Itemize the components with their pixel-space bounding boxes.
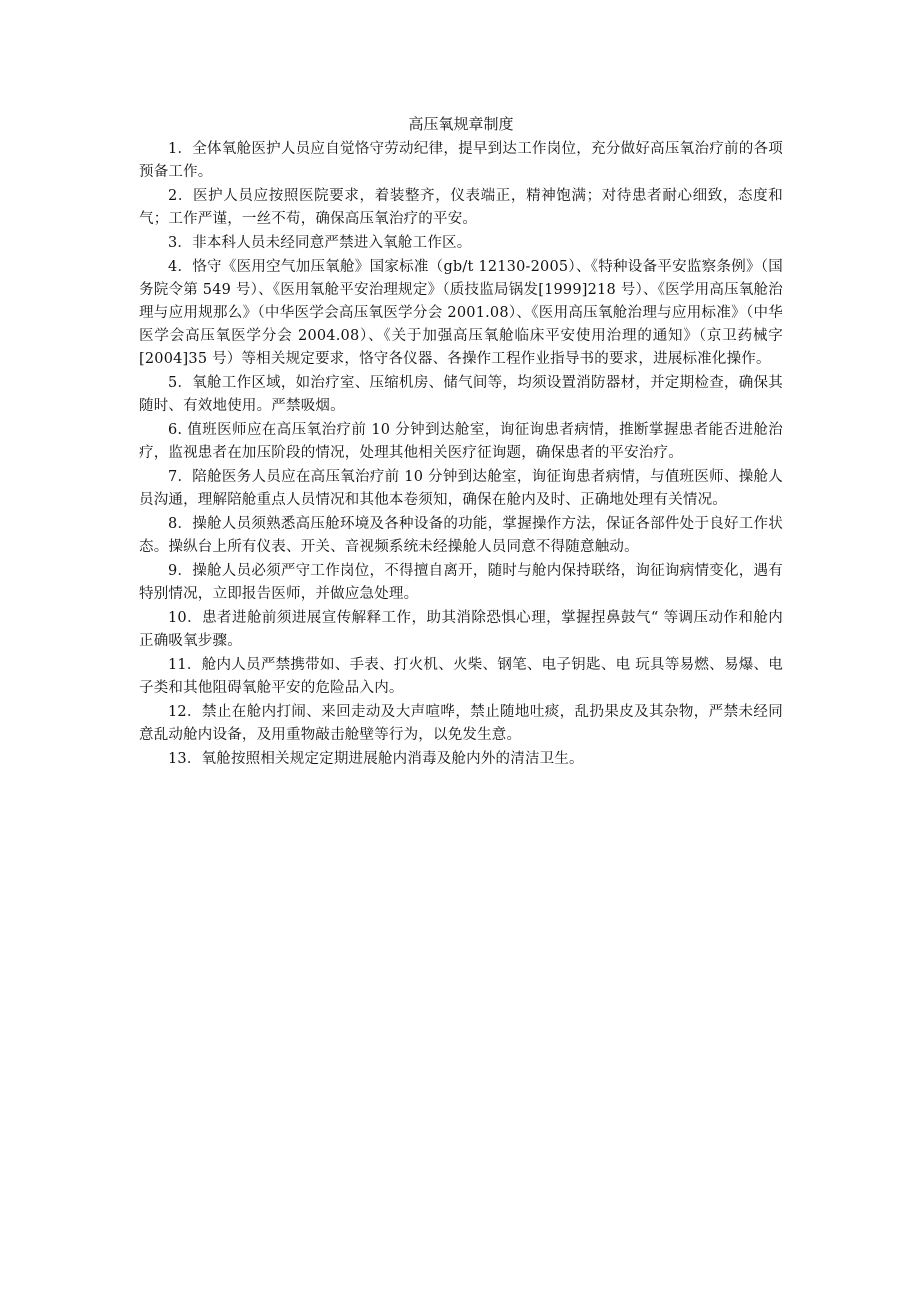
paragraph-11: 11．舱内人员严禁携带如、手表、打火机、火柴、钢笔、电子钥匙、电 玩具等易燃、易爆、电子类和其他阻碍氧舱平安的危险品入内。	[139, 657, 783, 696]
paragraph-1: 1．全体氧舱医护人员应自觉恪守劳动纪律，提早到达工作岗位，充分做好高压氧治疗前的各项预备工作。	[139, 141, 783, 180]
document-page	[139, 112, 783, 772]
document-title: 高压氧规章制度	[408, 115, 514, 133]
paragraph-7: 7．陪舱医务人员应在高压氧治疗前 10 分钟到达舱室，询征询患者病情，与值班医师、操舱人员沟通，理解陪舱重点人员情况和其他本卷须知，确保在舱内及时、正确地处理有关情况。	[139, 469, 783, 508]
paragraph-5: 5．氧舱工作区域，如治疗室、压缩机房、储气间等，均须设置消防器材，并定期检查，确保其随时、有效地使用。严禁吸烟。	[139, 375, 783, 414]
paragraph-8: 8．操舱人员须熟悉高压舱环境及各种设备的功能，掌握操作方法，保证各部件处于良好工作状态。操纵台上所有仪表、开关、音视频系统未经操舱人员同意不得随意触动。	[139, 516, 783, 555]
paragraph-13: 13．氧舱按照相关规定定期进展舱内消毒及舱内外的清洁卫生。	[168, 751, 584, 767]
paragraph-6: 6. 值班医师应在高压氧治疗前 10 分钟到达舱室，询征询患者病情，推断掌握患者能否进舱治疗，监视患者在加压阶段的情况，处理其他相关医疗征询题，确保患者的平安治疗。	[139, 422, 783, 461]
paragraph-12: 12．禁止在舱内打闹、来回走动及大声喧哗，禁止随地吐痰，乱扔果皮及其杂物，严禁未经同意乱动舱内设备，及用重物敲击舱壁等行为，以免发生意。	[139, 704, 783, 743]
paragraph-10: 10．患者进舱前须进展宣传解释工作，助其消除恐惧心理，掌握捏鼻鼓气“ 等调压动作和舱内正确吸氧步骤。	[139, 610, 783, 649]
paragraph-2: 2．医护人员应按照医院要求，着装整齐，仪表端正，精神饱满；对待患者耐心细致，态度和气；工作严谨，一丝不苟，确保高压氧治疗的平安。	[139, 188, 783, 227]
paragraph-4: 4．恪守《医用空气加压氧舱》国家标准（gb/t 12130-2005）、《特种设备平安监察条例》（国务院令第 549 号）、《医用氧舱平安治理规定》（质技监局锅发[1999]218 号）、《医学用高压氧舱治理与应用规那么》（中华医学会高压氧医学分会 2001.08）、《医用高压氧舱治理与应用标准》（中华医学会高压氧医学分会 2004.08）、《关于加强高压氧舱临床平安使用治理的通知》（京卫药械字[2004]35 号）等相关规定要求，恪守各仪器、各操作工程作业指导书的要求，进展标准化操作。	[139, 259, 783, 367]
paragraph-9: 9．操舱人员必须严守工作岗位，不得擅自离开，随时与舱内保持联络，询征询病情变化，遇有特别情况，立即报告医师，并做应急处理。	[139, 563, 783, 602]
paragraph-3: 3．非本科人员未经同意严禁进入氧舱工作区。	[168, 235, 472, 251]
